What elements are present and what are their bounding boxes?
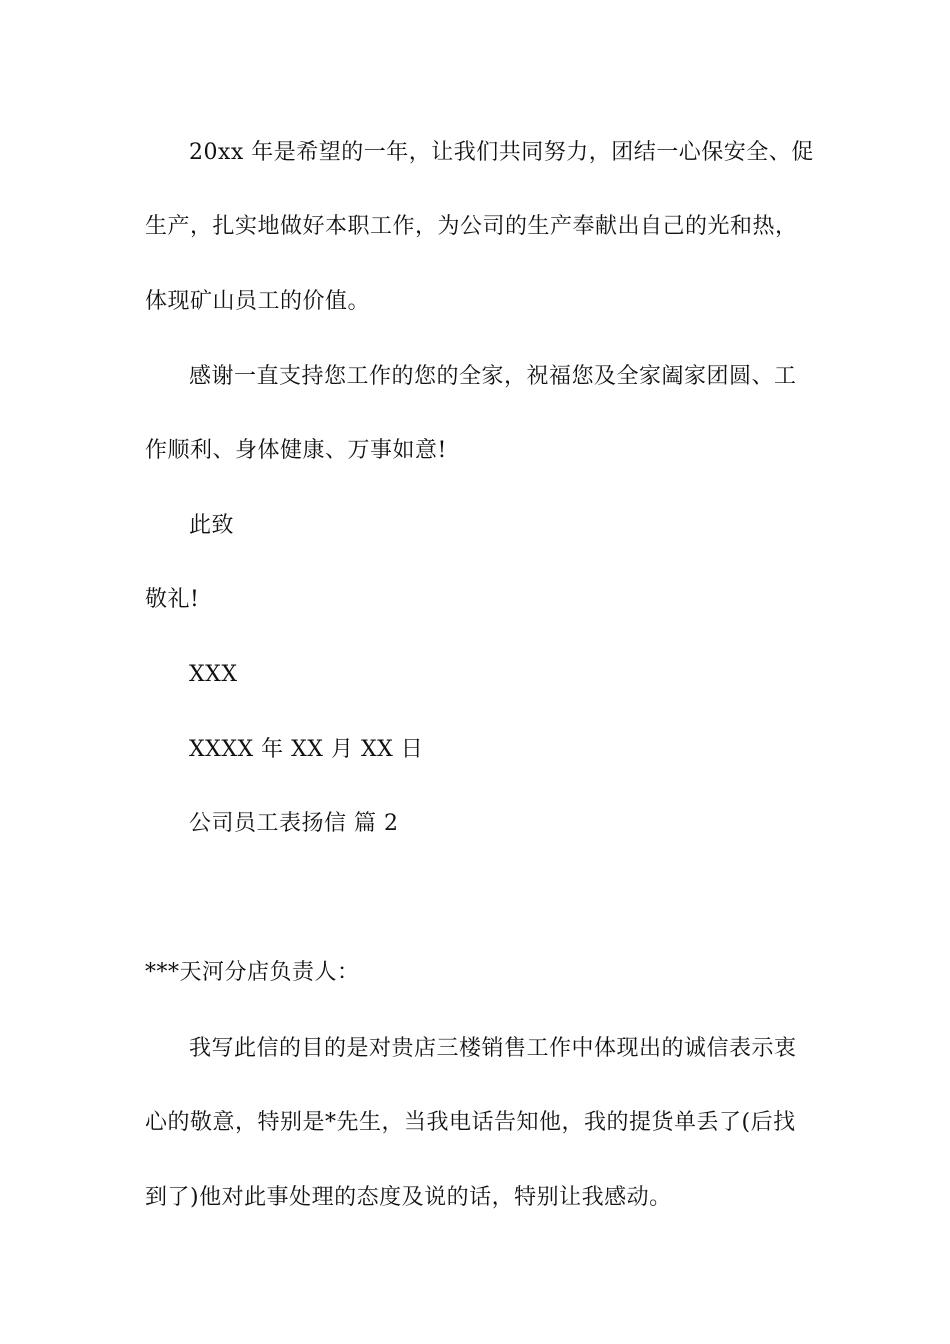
paragraph-line: 我写此信的目的是对贵店三楼销售工作中体现出的诚信表示衷 bbox=[189, 1036, 797, 1061]
paragraph-line: 感谢一直支持您工作的您的全家，祝福您及全家阖家团圆、工 bbox=[189, 364, 797, 389]
closing-line: 此致 bbox=[189, 513, 235, 538]
signature-line: XXX bbox=[189, 662, 238, 687]
salutation-line: 敬礼! bbox=[145, 587, 200, 612]
paragraph-line: 作顺利、身体健康、万事如意! bbox=[145, 438, 447, 463]
paragraph-line: 20xx 年是希望的一年，让我们共同努力，团结一心保安全、促 bbox=[189, 140, 814, 165]
paragraph-line: 体现矿山员工的价值。 bbox=[145, 289, 371, 314]
paragraph-line: 到了)他对此事处理的态度及说的话，特别让我感动。 bbox=[145, 1185, 672, 1210]
date-line: XXXX 年 XX 月 XX 日 bbox=[189, 737, 424, 762]
section-title: 公司员工表扬信 篇 2 bbox=[189, 811, 399, 836]
addressee-line: ***天河分店负责人： bbox=[145, 960, 360, 985]
paragraph-line: 心的敬意，特别是*先生，当我电话告知他，我的提货单丢了(后找 bbox=[145, 1110, 796, 1135]
paragraph-line: 生产，扎实地做好本职工作，为公司的生产奉献出自己的光和热， bbox=[145, 214, 798, 239]
